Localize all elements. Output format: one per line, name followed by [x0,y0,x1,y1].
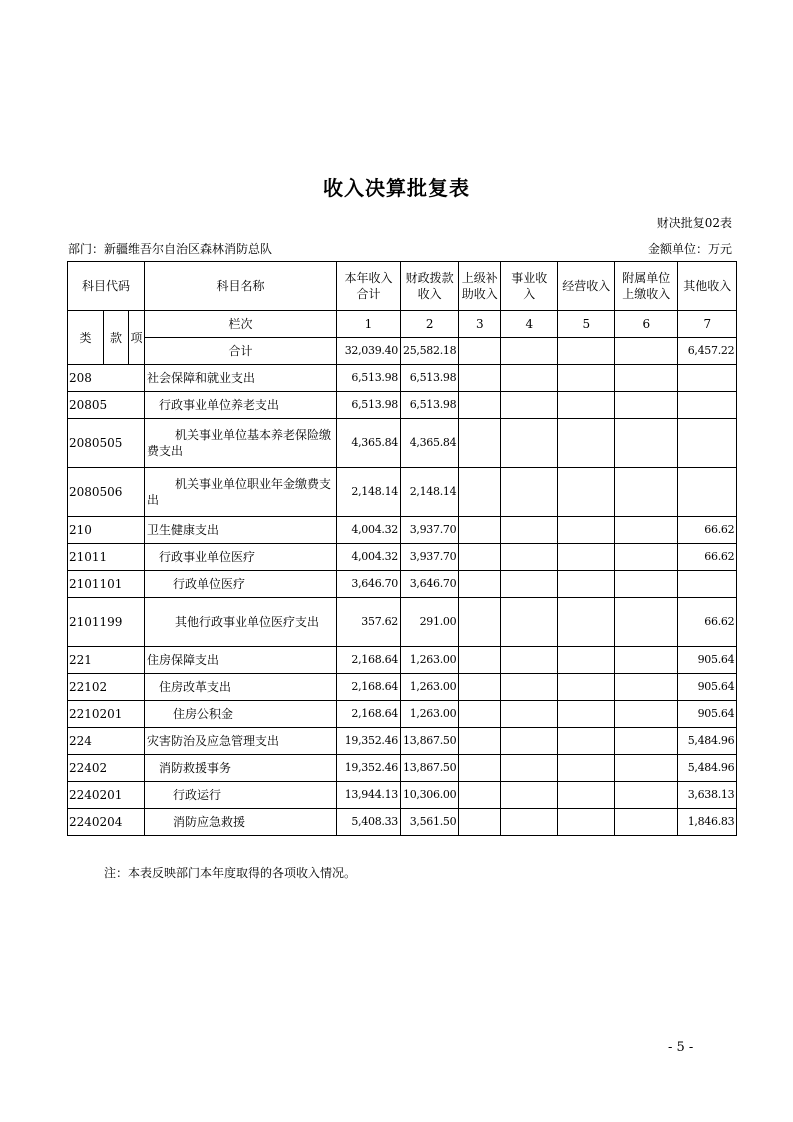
subject-code: 2080505 [68,419,145,468]
amount-cell [459,674,501,701]
amount-cell [615,728,678,755]
table-row [68,392,737,419]
amount-cell: 2,168.64 [337,674,401,701]
header-name: 科目名称 [145,262,337,311]
subject-name: 住房公积金 [145,701,337,728]
amount-cell: 6,513.98 [401,392,459,419]
header-xiang: 项 [129,311,145,365]
amount-cell [615,419,678,468]
col-number: 3 [459,311,501,338]
amount-cell [558,755,615,782]
amount-cell [459,365,501,392]
amount-cell [459,809,501,836]
amount-cell: 905.64 [678,647,737,674]
amount-cell [459,468,501,517]
subject-name: 社会保障和就业支出 [145,365,337,392]
amount-cell [558,571,615,598]
amount-cell [501,728,558,755]
table-note: 注：本表反映部门本年度取得的各项收入情况。 [104,866,357,880]
amount-cell: 4,365.84 [337,419,401,468]
amount-cell [558,782,615,809]
amount-cell [558,701,615,728]
form-number: 财决批复02表 [656,216,732,230]
total-value [459,338,501,365]
total-value [501,338,558,365]
amount-cell: 6,513.98 [337,365,401,392]
subject-code: 224 [68,728,145,755]
amount-cell: 3,937.70 [401,544,459,571]
subject-name: 消防救援事务 [145,755,337,782]
subject-code: 2240201 [68,782,145,809]
amount-cell [459,419,501,468]
amount-cell: 4,004.32 [337,544,401,571]
amount-cell [459,701,501,728]
header-col-3: 上级补 助收入 [459,262,501,311]
amount-cell [678,419,737,468]
subject-name: 其他行政事业单位医疗支出 [145,598,337,647]
amount-cell [501,701,558,728]
header-lanci: 栏次 [145,311,337,338]
table-row [68,468,737,517]
subject-name: 住房保障支出 [145,647,337,674]
col-number: 4 [501,311,558,338]
col-number: 6 [615,311,678,338]
subject-code: 20805 [68,392,145,419]
header-col-1: 本年收入 合计 [337,262,401,311]
total-value: 32,039.40 [337,338,401,365]
subject-name: 行政事业单位医疗 [145,544,337,571]
amount-cell [501,809,558,836]
subject-code: 2101199 [68,598,145,647]
subject-name: 机关事业单位职业年金缴费支出 [145,468,337,517]
col-number: 5 [558,311,615,338]
amount-cell [501,571,558,598]
subject-code: 22102 [68,674,145,701]
amount-cell: 19,352.46 [337,755,401,782]
header-col-2: 财政拨款 收入 [401,262,459,311]
page-title: 收入决算批复表 [323,176,470,200]
amount-cell: 1,263.00 [401,647,459,674]
subject-code: 2101101 [68,571,145,598]
header-row [68,262,737,311]
amount-cell [558,598,615,647]
amount-cell: 66.62 [678,598,737,647]
amount-cell: 2,148.14 [401,468,459,517]
amount-cell: 2,148.14 [337,468,401,517]
amount-cell [558,419,615,468]
subject-name: 住房改革支出 [145,674,337,701]
amount-cell: 66.62 [678,517,737,544]
table-row [68,419,737,468]
amount-cell [615,598,678,647]
amount-cell: 3,646.70 [337,571,401,598]
table-row [68,809,737,836]
col-number: 2 [401,311,459,338]
amount-cell [678,392,737,419]
table-row [68,782,737,809]
amount-cell [558,392,615,419]
total-value: 25,582.18 [401,338,459,365]
amount-cell [501,419,558,468]
amount-cell: 1,263.00 [401,701,459,728]
amount-cell [558,809,615,836]
amount-cell [558,365,615,392]
amount-cell [615,701,678,728]
amount-cell: 905.64 [678,674,737,701]
table-row [68,674,737,701]
amount-cell [558,517,615,544]
amount-cell [615,755,678,782]
column-number-row [68,311,737,338]
amount-cell [615,809,678,836]
total-value: 6,457.22 [678,338,737,365]
subject-name: 灾害防治及应急管理支出 [145,728,337,755]
amount-cell [501,674,558,701]
amount-cell: 13,867.50 [401,728,459,755]
amount-cell [615,674,678,701]
amount-cell [615,468,678,517]
amount-unit-label: 金额单位：万元 [647,242,732,256]
amount-cell: 2,168.64 [337,701,401,728]
amount-cell: 4,365.84 [401,419,459,468]
amount-cell [501,647,558,674]
table-row [68,365,737,392]
header-col-5: 经营收入 [558,262,615,311]
table-row [68,701,737,728]
total-label: 合计 [145,338,337,365]
amount-cell [459,517,501,544]
subject-name: 机关事业单位基本养老保险缴费支出 [145,419,337,468]
subject-code: 2080506 [68,468,145,517]
amount-cell [459,647,501,674]
table-row [68,647,737,674]
amount-cell: 905.64 [678,701,737,728]
total-value [615,338,678,365]
total-value [558,338,615,365]
subject-name: 行政运行 [145,782,337,809]
header-col-7: 其他收入 [678,262,737,311]
amount-cell: 291.00 [401,598,459,647]
amount-cell [501,544,558,571]
page-number: - 5 - [668,1040,694,1055]
amount-cell [558,674,615,701]
amount-cell [558,544,615,571]
header-col-6: 附属单位 上缴收入 [615,262,678,311]
amount-cell: 19,352.46 [337,728,401,755]
amount-cell [678,571,737,598]
amount-cell: 2,168.64 [337,647,401,674]
amount-cell [615,647,678,674]
amount-cell [459,392,501,419]
header-kuan: 款 [104,311,129,365]
amount-cell: 13,944.13 [337,782,401,809]
table-row [68,544,737,571]
subject-code: 221 [68,647,145,674]
subject-code: 210 [68,517,145,544]
amount-cell: 4,004.32 [337,517,401,544]
amount-cell [501,365,558,392]
amount-cell [615,571,678,598]
amount-cell: 5,484.96 [678,728,737,755]
amount-cell: 1,263.00 [401,674,459,701]
amount-cell [501,468,558,517]
amount-cell [615,517,678,544]
amount-cell: 66.62 [678,544,737,571]
amount-cell [459,728,501,755]
amount-cell: 6,513.98 [401,365,459,392]
amount-cell: 6,513.98 [337,392,401,419]
amount-cell: 3,561.50 [401,809,459,836]
amount-cell: 5,408.33 [337,809,401,836]
amount-cell [615,544,678,571]
total-row [68,338,737,365]
subject-name: 消防应急救援 [145,809,337,836]
amount-cell [501,782,558,809]
amount-cell [459,755,501,782]
amount-cell [558,468,615,517]
header-lei: 类 [68,311,104,365]
amount-cell [678,468,737,517]
subject-name: 卫生健康支出 [145,517,337,544]
amount-cell: 5,484.96 [678,755,737,782]
amount-cell: 3,638.13 [678,782,737,809]
amount-cell: 1,846.83 [678,809,737,836]
amount-cell [558,728,615,755]
header-col-4: 事业收 入 [501,262,558,311]
amount-cell: 10,306.00 [401,782,459,809]
table-row [68,755,737,782]
amount-cell [615,365,678,392]
subject-name: 行政事业单位养老支出 [145,392,337,419]
department-label: 部门：新疆维吾尔自治区森林消防总队 [68,242,273,256]
amount-cell [459,782,501,809]
income-table [67,261,737,836]
amount-cell: 13,867.50 [401,755,459,782]
amount-cell [459,544,501,571]
subject-code: 21011 [68,544,145,571]
subject-code: 208 [68,365,145,392]
amount-cell [501,517,558,544]
table-row [68,728,737,755]
table-row [68,571,737,598]
amount-cell [615,392,678,419]
amount-cell [678,365,737,392]
table-row [68,517,737,544]
amount-cell [459,598,501,647]
subject-code: 2240204 [68,809,145,836]
amount-cell: 3,646.70 [401,571,459,598]
amount-cell [501,392,558,419]
subject-code: 2210201 [68,701,145,728]
col-number: 7 [678,311,737,338]
amount-cell: 3,937.70 [401,517,459,544]
amount-cell: 357.62 [337,598,401,647]
amount-cell [558,647,615,674]
amount-cell [459,571,501,598]
subject-name: 行政单位医疗 [145,571,337,598]
table-row [68,598,737,647]
amount-cell [501,755,558,782]
amount-cell [615,782,678,809]
subject-code: 22402 [68,755,145,782]
header-code: 科目代码 [68,262,145,311]
amount-cell [501,598,558,647]
col-number: 1 [337,311,401,338]
